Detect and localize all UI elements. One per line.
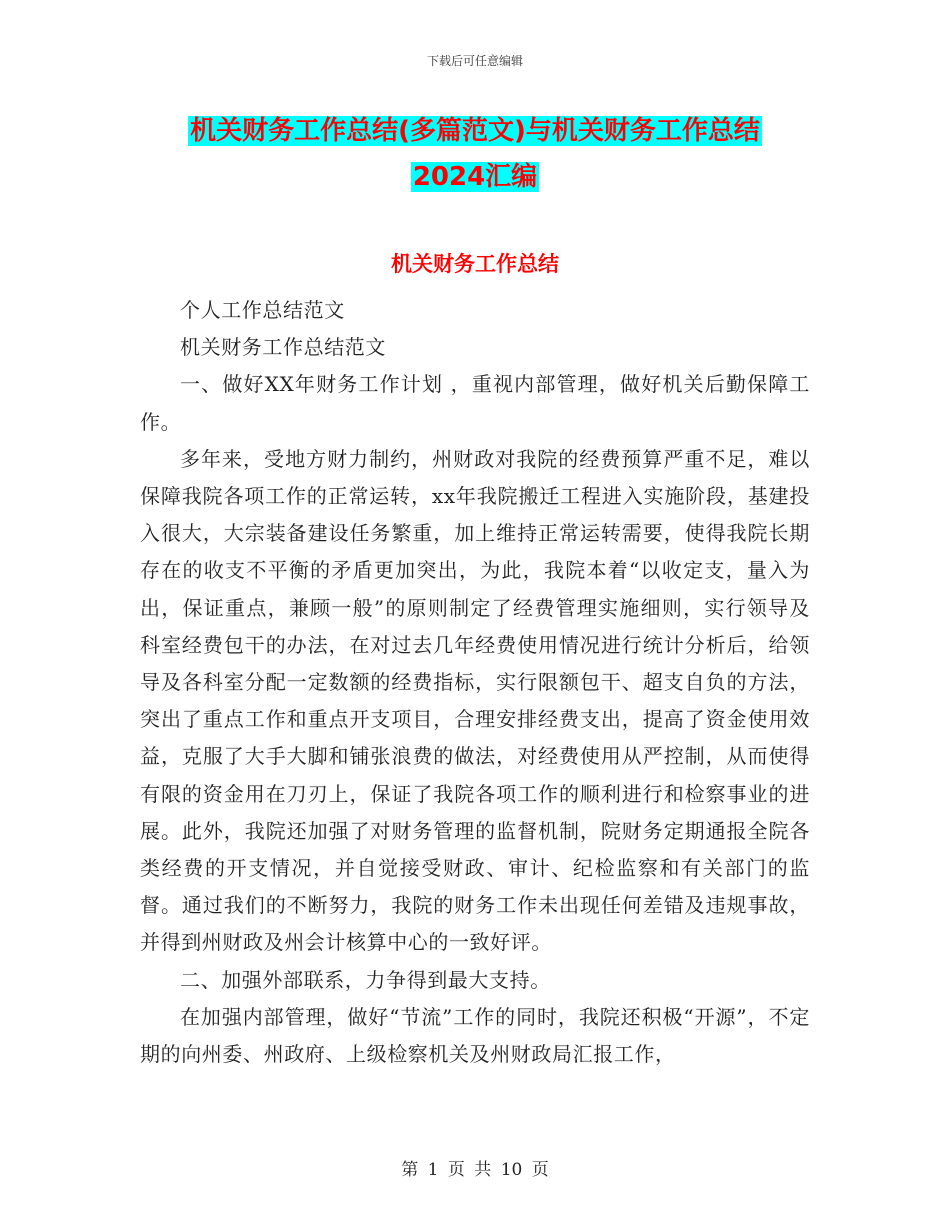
page-header-note: 下载后可任意编辑 [426,54,523,68]
page-footer-page-number: 第 1 页 共 10 页 [401,1160,549,1180]
paragraph: 机关财务工作总结范文 [180,335,386,360]
paragraph: 个人工作总结范文 [180,298,345,322]
paragraph: 在加强内部管理，做好“节流”工作的同时，我院还积极“开源”，不定期的向州委、州政府、上级检察机关及州财政局汇报工作， [140,1004,810,1067]
document-title-line-1: 机关财务工作总结(多篇范文)与机关财务工作总结 [190,116,760,146]
document-body [140,292,810,1073]
paragraph: 多年来，受地方财力制约，州财政对我院的经费预算严重不足，难以保障我院各项工作的正常运转，xx年我院搬迁工程进入实施阶段，基建投入很大，大宗装备建设任务繁重，加上维持正常运转需要，使得我院长期存在的收支不平衡的矛盾更加突出，为此，我院本着“以收定支，量入为出，保证重点，兼顾一般”的原则制定了经费管理实施细则，实行领导及科室经费包干的办法，在对过去几年经费使用情况进行统计分析后，给领导及各科室分配一定数额的经费指标，实行限额包干、超支自负的方法，突出了重点工作和重点开支项目，合理安排经费支出，提高了资金使用效益，克服了大手大脚和铺张浪费的做法，对经费使用从严控制，从而使得有限的资金用在刀刃上，保证了我院各项工作的顺利进行和检察事业的进展。此外，我院还加强了对财务管理的监督机制，院财务定期通报全院各类经费的开支情况，并自觉接受财政、审计、纪检监察和有关部门的监督。通过我们的不断努力，我院的财务工作未出现任何差错及违规事故，并得到州财政及州会计核算中心的一致好评。 [140,446,810,955]
section-heading: 机关财务工作总结 [391,252,559,276]
paragraph: 一、做好XX年财务工作计划 ，重视内部管理，做好机关后勤保障工作。 [140,372,810,434]
document-title [0,108,950,200]
document-title-line-2: 2024汇编 [412,162,538,192]
paragraph: 二、加强外部联系，力争得到最大支持。 [180,967,551,992]
